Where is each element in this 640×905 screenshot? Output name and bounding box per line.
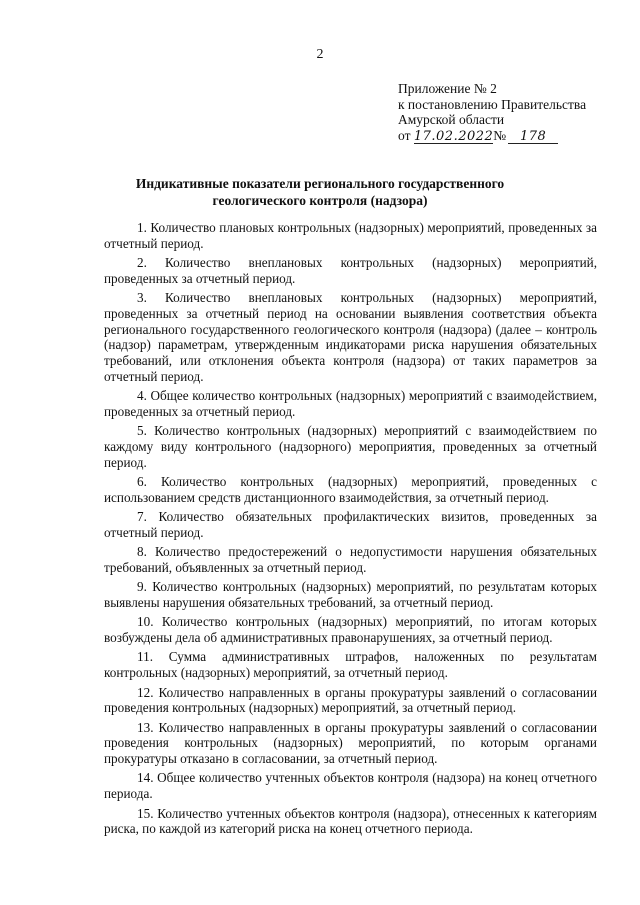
appendix-decree-ref: к постановлению Правительства	[398, 96, 587, 112]
indicator-item: 4. Общее количество контрольных (надзорных) мероприятий с взаимодействием, проведенных за отчетный период.	[104, 388, 597, 419]
indicator-item: 11. Сумма административных штрафов, наложенных по результатам контрольных (надзорных) мероприятий, за отчетный период.	[104, 649, 597, 681]
indicator-item: 9. Количество контрольных (надзорных) мероприятий, по результатам которых выявлены нарушения обязательных требований, за отчетный период.	[104, 579, 597, 610]
number-sign: №	[493, 127, 507, 143]
indicator-item: 14. Общее количество учтенных объектов контроля (надзора) на конец отчетного периода.	[104, 770, 597, 802]
appendix-date-line	[398, 128, 628, 144]
document-title-line-1: Индикативные показатели регионального государственного	[135, 176, 505, 191]
indicator-item: 3. Количество внеплановых контрольных (надзорных) мероприятий, проведенных за отчетный период на основании выявления соответствия объекта регионального государственного геологического контроля (надзора) (далее – контроль (надзор) параметрам, утвержденным индикаторами риска нарушения обязательных требований, или отклонения объекта контроля (надзора) от таких параметров за отчетный период.	[104, 290, 597, 384]
date-prefix: от	[398, 127, 411, 143]
handwritten-date: 17.02.2022	[413, 128, 494, 144]
page-number: 2	[316, 47, 324, 62]
appendix-region: Амурской области	[398, 112, 505, 127]
indicator-item: 12. Количество направленных в органы прокуратуры заявлений о согласовании проведения контрольных (надзорных) мероприятий, за отчетный период.	[104, 684, 597, 716]
appendix-header	[398, 81, 628, 144]
document-title-line-2: геологического контроля (надзора)	[212, 193, 428, 208]
indicator-list	[104, 220, 597, 841]
indicator-item: 6. Количество контрольных (надзорных) мероприятий, проведенных с использованием средств дистанционного взаимодействия, за отчетный период.	[104, 473, 597, 505]
indicator-item: 7. Количество обязательных профилактических визитов, проведенных за отчетный период.	[104, 509, 597, 540]
indicator-item: 13. Количество направленных в органы прокуратуры заявлений о согласовании проведения контрольных (надзорных) мероприятий, по которым органами прокуратуры отказано в согласовании, за отчетный период.	[104, 719, 597, 767]
indicator-item: 1. Количество плановых контрольных (надзорных) мероприятий, проведенных за отчетный период.	[104, 220, 597, 251]
indicator-item: 2. Количество внеплановых контрольных (надзорных) мероприятий, проведенных за отчетный период.	[104, 255, 597, 286]
handwritten-number: 178	[508, 130, 558, 144]
indicator-item: 5. Количество контрольных (надзорных) мероприятий с взаимодействием по каждому виду контрольного (надзорного) мероприятия, проведенных за отчетный период.	[104, 423, 597, 470]
indicator-item: 15. Количество учтенных объектов контроля (надзора), отнесенных к категориям риска, по каждой из категорий риска на конец отчетного периода.	[104, 805, 597, 837]
appendix-title: Приложение № 2	[398, 81, 497, 96]
document-title	[0, 175, 640, 209]
indicator-item: 8. Количество предостережений о недопустимости нарушения обязательных требований, объявленных за отчетный период.	[104, 544, 597, 575]
indicator-item: 10. Количество контрольных (надзорных) мероприятий, по итогам которых возбуждены дела об административных правонарушениях, за отчетный период.	[104, 614, 597, 646]
